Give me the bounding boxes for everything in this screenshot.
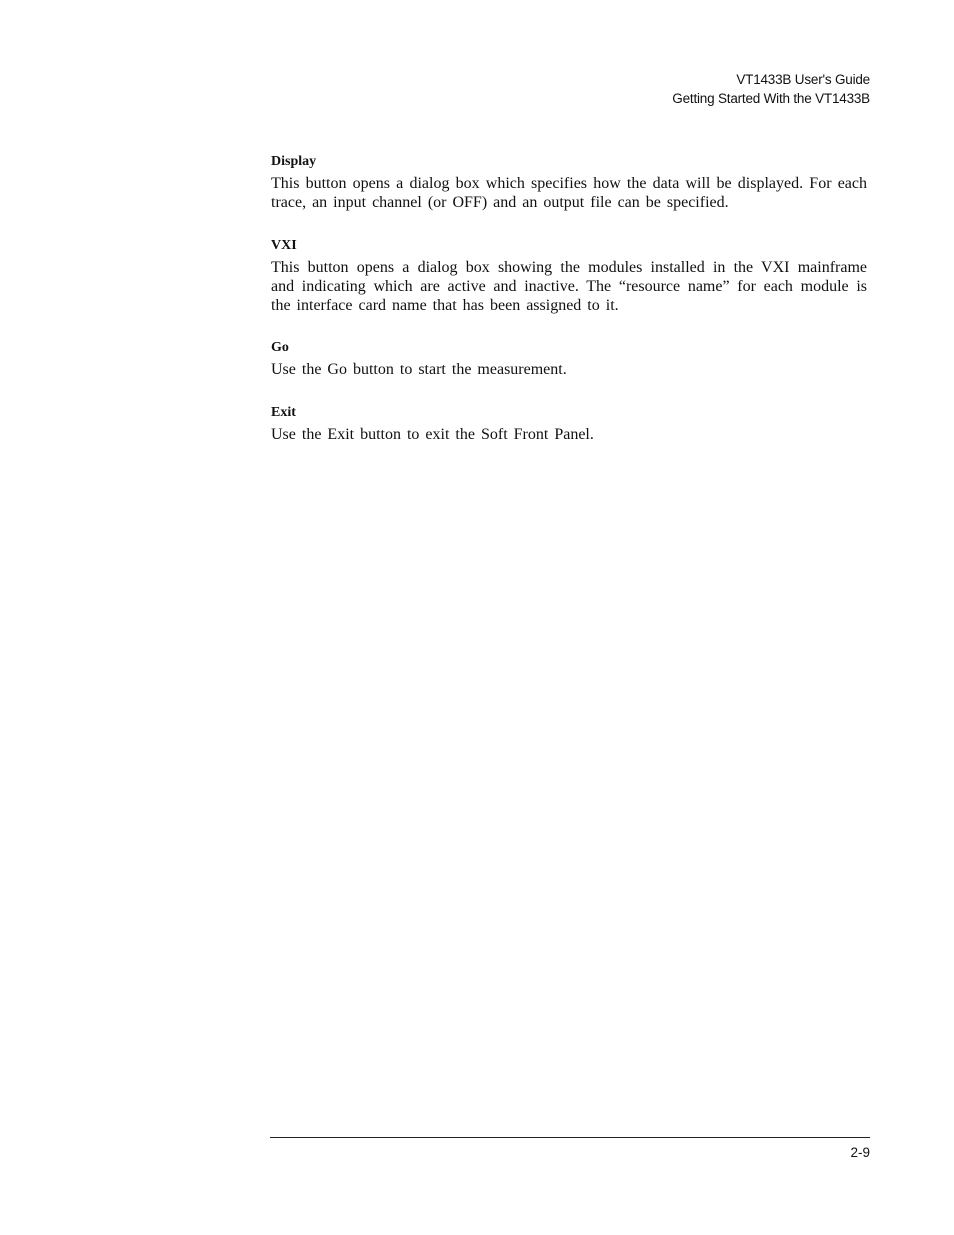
page-number: 2-9 [850, 1145, 870, 1160]
running-header [672, 71, 870, 108]
section-heading: Display [271, 154, 317, 169]
section-exit [271, 403, 867, 444]
section-display [271, 152, 867, 213]
section-body: Use the Exit button to exit the Soft Front Panel. [271, 425, 594, 443]
section-body: This button opens a dialog box which specifies how the data will be displayed. For each trace, an input channel (or OFF) and an output file can be specified. [271, 175, 867, 212]
section-heading: VXI [271, 237, 297, 253]
section-go [271, 338, 867, 379]
page-content [271, 152, 867, 467]
section-vxi [271, 236, 867, 316]
section-heading: Exit [271, 404, 296, 420]
footer-divider [270, 1137, 870, 1138]
section-body: Use the Go button to start the measurement. [271, 361, 567, 379]
document-title: VT1433B User's Guide [736, 72, 870, 87]
section-heading: Go [271, 340, 289, 356]
chapter-title: Getting Started With the VT1433B [672, 90, 870, 106]
section-body: This button opens a dialog box showing the modules installed in the VXI mainframe and indicating which are active and inactive. The “resource name” for each module is the interface card name that has been assigned to it. [271, 258, 867, 315]
